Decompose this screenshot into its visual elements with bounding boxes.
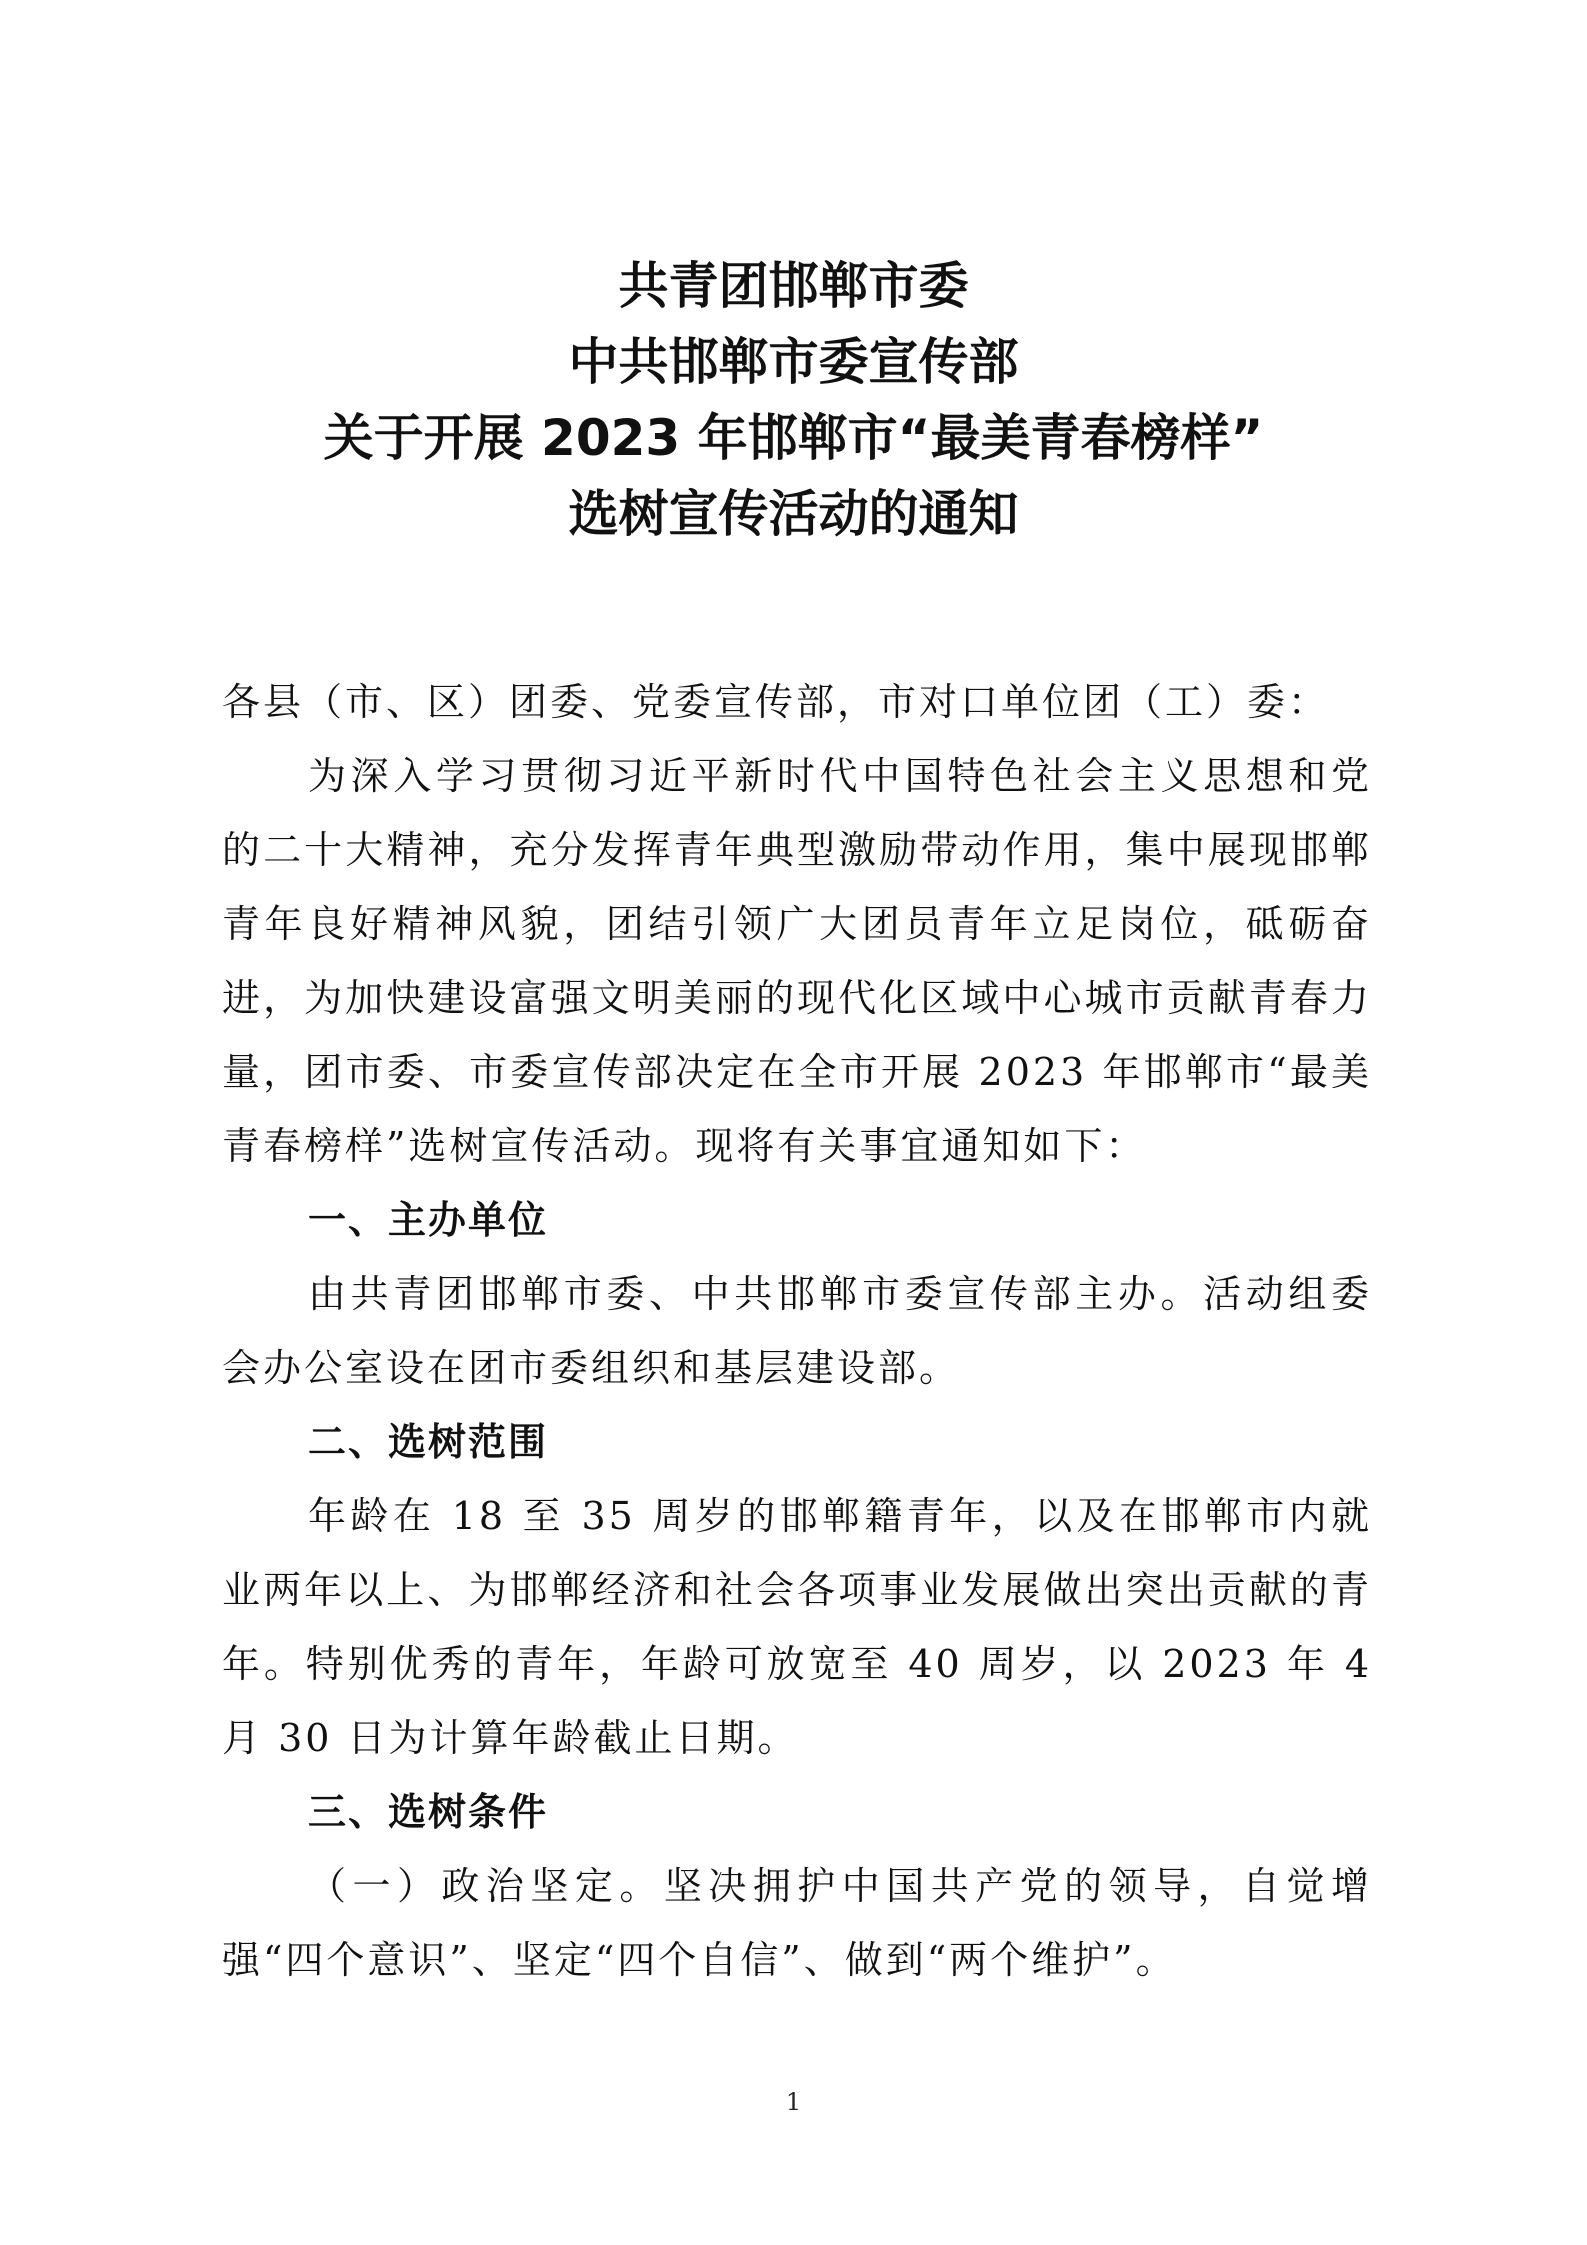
condition-item-political: （一）政治坚定。坚决拥护中国共产党的领导，自觉增强“四个意识”、坚定“四个自信”、做到“两个维护”。 [222, 1864, 1372, 1982]
section-heading-scope: 二、选树范围 [308, 1420, 549, 1464]
section-text-scope: 年龄在 18 至 35 周岁的邯郸籍青年，以及在邯郸市内就业两年以上、为邯郸经济和社会各项事业发展做出突出贡献的青年。特别优秀的青年，年龄可放宽至 40 周岁，以 2023 年 4 月 30 日为计算年龄截止日期。 [222, 1494, 1372, 1760]
title-line-issuer-2: 中共邯郸市委宣传部 [568, 333, 1019, 391]
title-line-issuer-1: 共青团邯郸市委 [618, 257, 969, 315]
document-title [0, 248, 1587, 552]
salutation: 各县（市、区）团委、党委宣传部，市对口单位团（工）委： [222, 680, 1330, 724]
section-heading-conditions: 三、选树条件 [308, 1790, 549, 1834]
title-line-subject-1: 关于开展 2023 年邯郸市“最美青春榜样” [323, 409, 1264, 467]
title-line-subject-2: 选树宣传活动的通知 [568, 485, 1019, 543]
document-body [222, 665, 1372, 1997]
section-heading-organizers: 一、主办单位 [308, 1198, 549, 1242]
page-number: 1 [785, 2088, 802, 2116]
section-text-organizers: 由共青团邯郸市委、中共邯郸市委宣传部主办。活动组委会办公室设在团市委组织和基层建设部。 [222, 1272, 1372, 1390]
intro-paragraph: 为深入学习贯彻习近平新时代中国特色社会主义思想和党的二十大精神，充分发挥青年典型激励带动作用，集中展现邯郸青年良好精神风貌，团结引领广大团员青年立足岗位，砥砺奋进，为加快建设富强文明美丽的现代化区域中心城市贡献青春力量，团市委、市委宣传部决定在全市开展 2023 年邯郸市“最美青春榜样”选树宣传活动。现将有关事宜通知如下： [222, 754, 1372, 1168]
